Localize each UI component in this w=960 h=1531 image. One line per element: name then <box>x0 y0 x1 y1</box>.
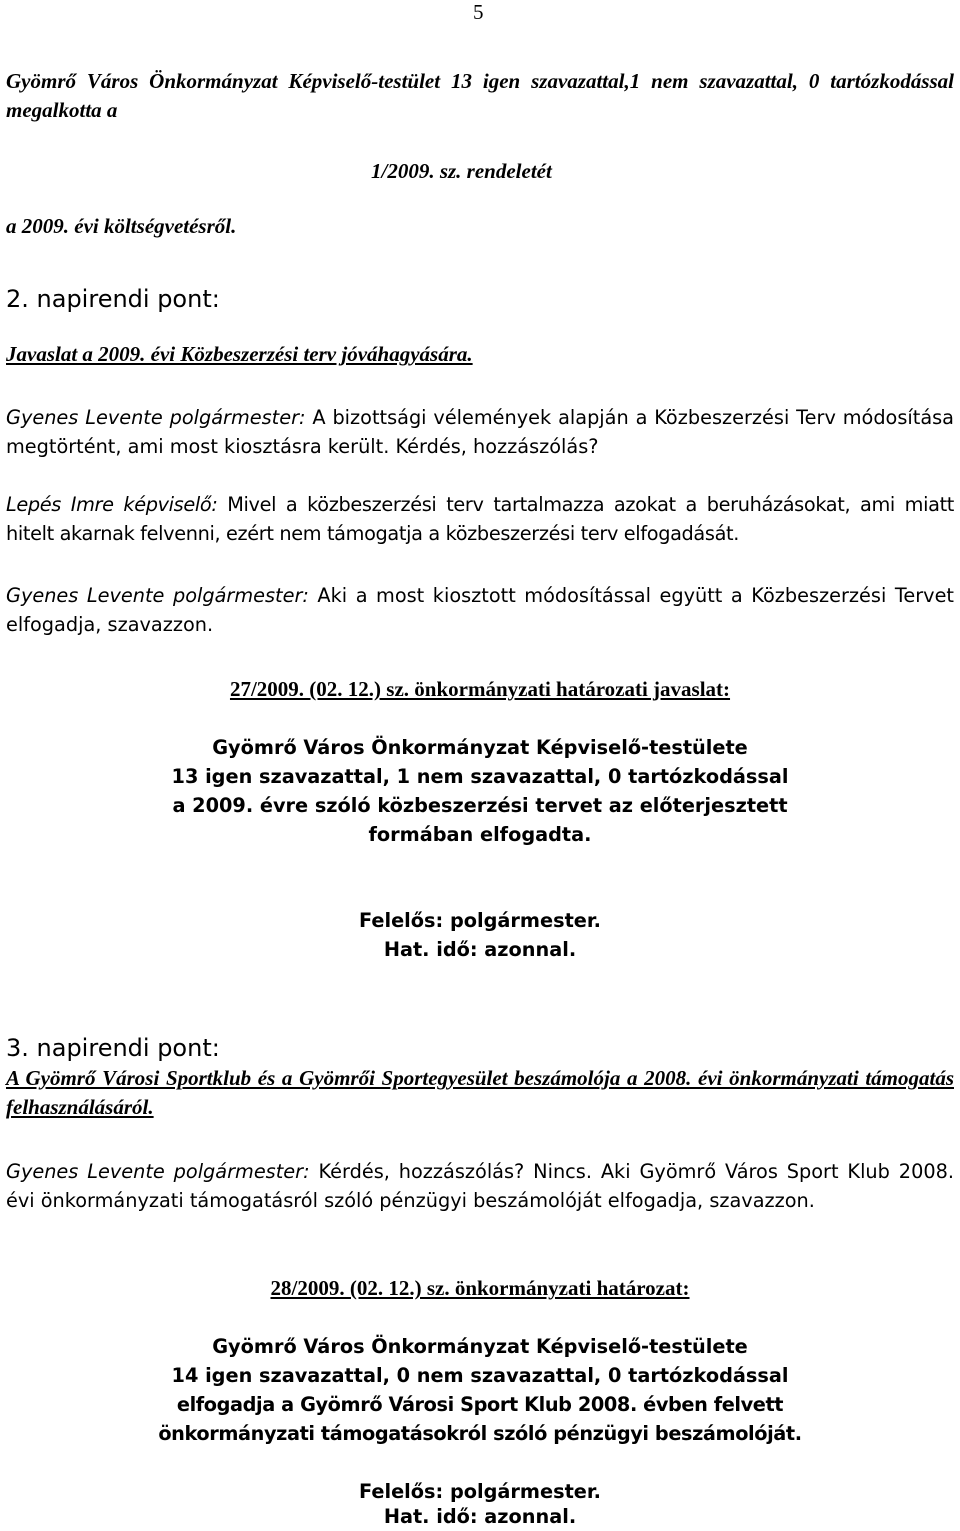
decision-27-title <box>0 675 960 704</box>
decision-28-deadline: Hat. idő: azonnal. <box>383 1505 577 1528</box>
speech-text: Kérdés, hozzászólás? Nincs. Aki Gyömrő Város Sport Klub 2008. évi önkormányzati támogatásról szóló pénzügyi beszámolóját elfogadja, szavazzon. <box>6 1160 954 1212</box>
speech-text: Aki a most kiosztott módosítással együtt a Közbeszerzési Tervet elfogadja, szavazzon. <box>6 584 954 636</box>
agenda-3-title: 3. napirendi pont: <box>6 1034 220 1062</box>
agenda-3-subject <box>6 1064 954 1122</box>
agenda-2-subject-text: Javaslat a 2009. évi Közbeszerzési terv jóváhagyására. <box>6 342 473 366</box>
speaker-name: Gyenes Levente polgármester: <box>6 584 309 607</box>
speech-2 <box>6 490 954 548</box>
speech-text: Mivel a közbeszerzési terv tartalmazza azokat a beruházásokat, ami miatt hitelt akarnak felvenni, ezért nem támogatja a közbeszerzési terv elfogadását. <box>6 493 955 545</box>
speech-3 <box>6 581 954 639</box>
speaker-name: Gyenes Levente polgármester: <box>6 1160 310 1183</box>
decision-27-line-4: formában elfogadta. <box>368 823 592 846</box>
agenda-2-subject <box>6 340 954 369</box>
decision-27-line-3: a 2009. évre szóló közbeszerzési tervet az előterjesztett <box>172 794 788 817</box>
speech-4 <box>6 1157 954 1215</box>
decision-28-line-1: Gyömrő Város Önkormányzat Képviselő-testülete <box>212 1335 748 1358</box>
decision-28-line-3: elfogadja a Gyömrő Városi Sport Klub 2008. évben felvett <box>176 1393 784 1416</box>
speech-1 <box>6 403 954 461</box>
decision-27-responsible: Felelős: polgármester. <box>359 909 601 932</box>
intro-text: Gyömrő Város Önkormányzat Képviselő-testület 13 igen szavazattal,1 nem szavazattal, 0 tartózkodással megalkotta a <box>6 69 954 122</box>
rendelet-number: 1/2009. sz. rendeletét <box>371 159 552 183</box>
agenda-3-subject-text: A Gyömrő Városi Sportklub és a Gyömrői Sportegyesület beszámolója a 2008. évi önkormányzati támogatás felhasználásáról. <box>6 1066 954 1119</box>
decision-28-title <box>0 1274 960 1303</box>
decision-title: 28/2009. (02. 12.) sz. önkormányzati határozat: <box>270 1276 690 1300</box>
budget-text: a 2009. évi költségvetésről. <box>6 214 237 238</box>
agenda-2-title: 2. napirendi pont: <box>6 285 220 313</box>
decision-28-line-2: 14 igen szavazattal, 0 nem szavazattal, 0 tartózkodással <box>171 1364 789 1387</box>
decision-27-deadline: Hat. idő: azonnal. <box>383 938 577 961</box>
speech-text: A bizottsági vélemények alapján a Közbeszerzési Terv módosítása megtörtént, ami most kiosztásra került. Kérdés, hozzászólás? <box>6 406 954 458</box>
speaker-name: Lepés Imre képviselő: <box>6 493 218 516</box>
decision-27-line-2: 13 igen szavazattal, 1 nem szavazattal, 0 tartózkodással <box>171 765 789 788</box>
decision-28-line-4: önkormányzati támogatásokról szóló pénzügyi beszámolóját. <box>158 1422 802 1445</box>
page-number: 5 <box>473 0 484 24</box>
speaker-name: Gyenes Levente polgármester: <box>6 406 306 429</box>
decision-28-responsible: Felelős: polgármester. <box>359 1480 601 1503</box>
decision-27-line-1: Gyömrő Város Önkormányzat Képviselő-testülete <box>212 736 748 759</box>
decision-title: 27/2009. (02. 12.) sz. önkormányzati határozati javaslat: <box>229 677 731 701</box>
